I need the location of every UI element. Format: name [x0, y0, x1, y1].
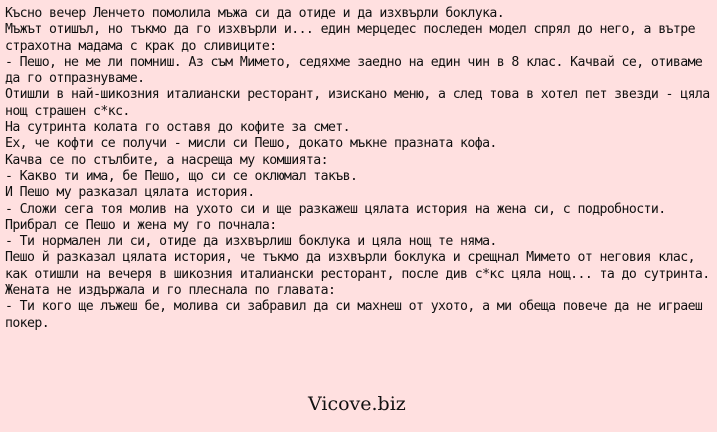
joke-line: - Сложи сега тоя молив на ухото си и ще разкажеш цялата история на жена си, с подробности.: [5, 201, 666, 217]
joke-line: - Какво ти има, бе Пешо, що си се оклюмал такъв.: [5, 168, 358, 184]
joke-line: Пешо й разказал цялата история, че тъкмо да изхвърли боклука и срещнал Мимето от неговия клас, как отишли на вечеря в шикозния италиански ресторант, после див с*кс цяла нощ... та до сутринта.: [5, 250, 710, 282]
joke-line: Прибрал се Пешо и жена му го почнала:: [5, 217, 277, 233]
joke-line: Мъжът отишъл, но тъкмо да го изхвърли и... един мерцедес последен модел спрял до него, а вътре страхотна мадама с крак до сливиците:: [5, 22, 695, 54]
joke-line: - Ти нормален ли си, отиде да изхвърлиш боклука и цяла нощ те няма.: [5, 234, 497, 250]
joke-line: И Пешо му разказал цялата история.: [5, 185, 255, 201]
joke-text: [5, 6, 711, 332]
joke-line: Жената не издържала и го плеснала по главата:: [5, 283, 336, 299]
joke-line: На сутринта колата го оставя до кофите за смет.: [5, 120, 350, 136]
joke-line: - Ти кого ще лъжеш бе, молива си забравил да си махнеш от ухото, а ми обеща повече да не играеш покер.: [5, 299, 703, 331]
joke-line: Късно вечер Ленчето помолила мъжа си да отиде и да изхвърли боклука.: [5, 6, 505, 21]
joke-line: - Пешо, не ме ли помниш. Аз съм Мимето, седяхме заедно на един чин в 8 клас. Качвай се, отиваме да го отпразнуваме.: [5, 54, 703, 87]
joke-line: Отишли в най-шикозния италиански ресторант, изискано меню, а след това в хотел пет звезди - цяла нощ страшен с*кс.: [5, 87, 710, 119]
joke-line: Качва се по стълбите, а насреща му комшията:: [5, 152, 328, 168]
joke-line: Ех, че кофти се получи - мисли си Пешо, докато мъкне празната кофа.: [5, 136, 497, 152]
site-watermark: Vicove.biz: [308, 393, 406, 415]
